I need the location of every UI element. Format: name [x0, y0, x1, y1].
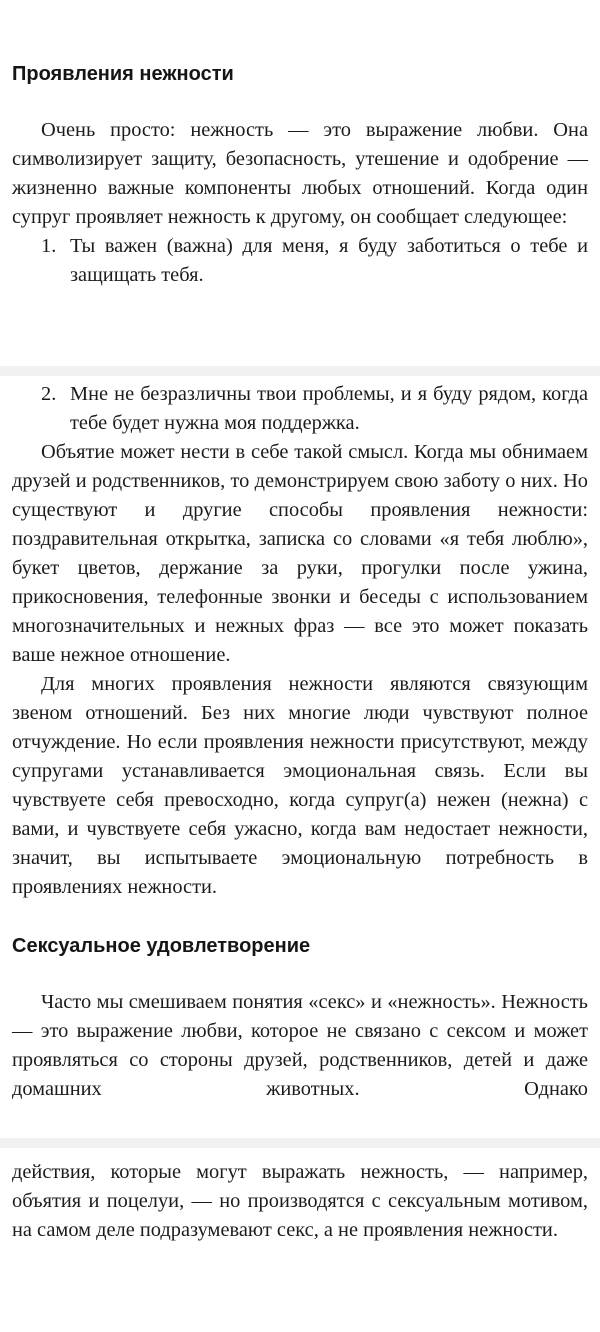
paragraph-sex-vs-affection: Часто мы смешиваем понятия «секс» и «нежность». Нежность — это выражение любви, которое не связано с сексом и может проявляться со стороны друзей, родственников, детей и даже домашних животных. Однако — [12, 991, 588, 1100]
numbered-list — [12, 232, 588, 290]
section-heading-affection: Проявления нежности — [12, 63, 234, 85]
list-item-text: Ты важен (важна) для меня, я буду заботиться о тебе и защищать тебя. — [70, 235, 588, 286]
list-item — [12, 380, 588, 438]
page-gap — [0, 1138, 600, 1148]
list-item-number: 1. — [41, 235, 57, 257]
paragraph-hug: Объятие может нести в себе такой смысл. Когда мы обнимаем друзей и родственников, то демонстрируем свою заботу о них. Но существуют и другие способы проявления нежности: поздравительная открытка, записка со словами «я тебя люблю», букет цветов, держание за руки, прогулки после ужина, прикосновения, телефонные звонки и беседы с использованием многозначительных и нежных фраз — все это может показать ваше нежное отношение. — [12, 441, 588, 666]
numbered-list-continued — [12, 380, 588, 438]
list-item-text: Мне не безразличны твои проблемы, и я буду рядом, когда тебе будет нужна моя поддержка. — [70, 383, 588, 434]
list-item-number: 2. — [41, 383, 57, 405]
paragraph-intro: Очень просто: нежность — это выражение любви. Она символизирует защиту, безопасность, утешение и одобрение — жизненно важные компоненты любых отношений. Когда один супруг проявляет нежность к другому, он сообщает следующее: — [12, 119, 588, 228]
paragraph-continued: действия, которые могут выражать нежность, — например, объятия и поцелуи, — но производятся с сексуальным мотивом, на самом деле подразумевают секс, а не проявления нежности. — [12, 1161, 588, 1241]
list-item — [12, 232, 588, 290]
page-gap — [0, 366, 600, 376]
page-fragment-1 — [0, 0, 600, 366]
page-fragment-2 — [0, 376, 600, 1138]
page-fragment-3 — [0, 1148, 600, 1332]
section-heading-sexual-fulfillment: Сексуальное удовлетворение — [12, 935, 311, 957]
paragraph-connection: Для многих проявления нежности являются связующим звеном отношений. Без них многие люди чувствуют полное отчуждение. Но если проявления нежности присутствуют, между супругами устанавливается эмоциональная связь. Если вы чувствуете себя превосходно, когда супруг(а) нежен (нежна) с вами, и чувствуете себя ужасно, когда вам недостает нежности, значит, вы испытываете эмоциональную потребность в проявлениях нежности. — [12, 673, 588, 898]
